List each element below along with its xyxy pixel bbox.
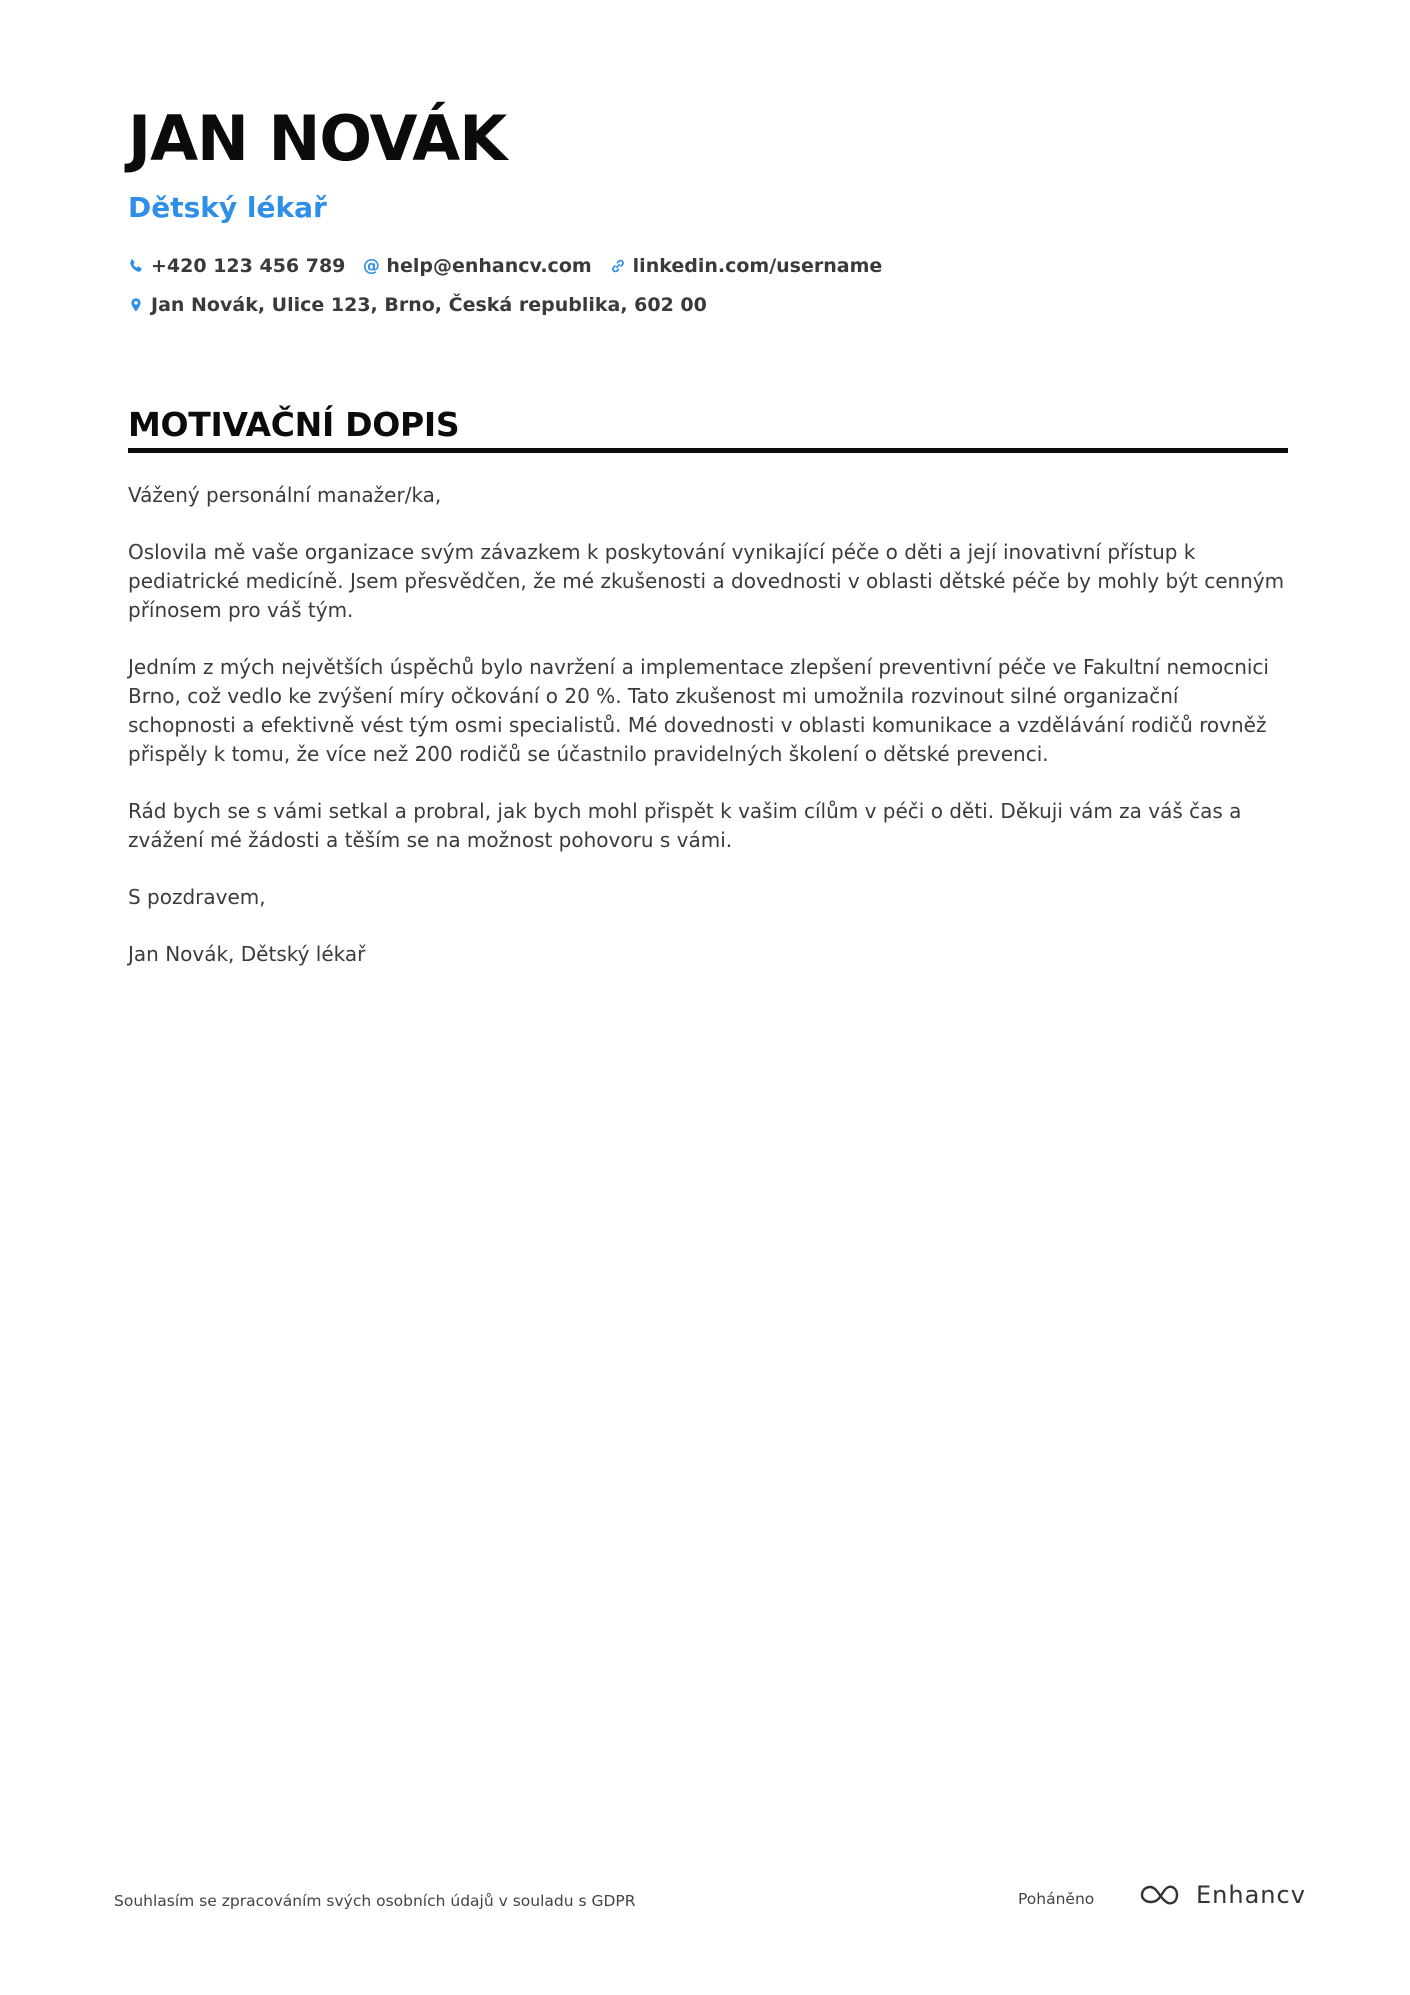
- contact-address: [128, 294, 707, 316]
- letter-closing: S pozdravem,: [128, 885, 266, 909]
- brand-name: Enhancv: [1196, 1881, 1306, 1909]
- link-icon: [610, 258, 626, 274]
- powered-by-label: Poháněno: [1018, 1890, 1095, 1908]
- section-title: MOTIVAČNÍ DOPIS: [128, 405, 460, 444]
- email-text[interactable]: help@enhancv.com: [386, 255, 592, 277]
- candidate-role: Dětský lékař: [128, 191, 327, 224]
- contact-phone: [128, 255, 345, 277]
- letter-body: [128, 481, 1290, 997]
- letter-salutation: Vážený personální manažer/ka,: [128, 483, 442, 507]
- brand-logo[interactable]: [1138, 1880, 1306, 1910]
- contact-email[interactable]: [363, 255, 591, 277]
- contact-row: [128, 255, 900, 277]
- letter-paragraph: Jedním z mých největších úspěchů bylo navržení a implementace zlepšení preventivní péče ve Fakultní nemocnici Brno, což vedlo ke zvýšení míry očkování o 20 %. Tato zkušenost mi umožnila rozvinout silné organizační schopnosti a efektivně vést tým osmi specialistů. Mé dovednosti v oblasti komunikace a vzdělávání rodičů rovněž přispěly k tomu, že více než 200 rodičů se účastnilo pravidelných školení o dětské prevenci.: [128, 655, 1269, 766]
- linkedin-text[interactable]: linkedin.com/username: [632, 255, 883, 277]
- phone-text: +420 123 456 789: [151, 255, 346, 277]
- phone-icon: [128, 258, 144, 274]
- gdpr-consent: Souhlasím se zpracováním svých osobních údajů v souladu s GDPR: [114, 1892, 636, 1910]
- section-divider: [128, 448, 1288, 453]
- contact-linkedin[interactable]: [610, 255, 883, 277]
- letter-signature: Jan Novák, Dětský lékař: [128, 942, 366, 966]
- location-pin-icon: [128, 297, 144, 313]
- address-text: Jan Novák, Ulice 123, Brno, Česká republika, 602 00: [151, 294, 707, 316]
- letter-paragraph: Rád bych se s vámi setkal a probral, jak bych mohl přispět k vašim cílům v péči o děti. Děkuji vám za váš čas a zvážení mé žádosti a těším se na možnost pohovoru s vámi.: [128, 799, 1242, 852]
- at-icon: @: [362, 255, 380, 276]
- letter-paragraph: Oslovila mě vaše organizace svým závazkem k poskytování vynikající péče o děti a její inovativní přístup k pediatrické medicíně. Jsem přesvědčen, že mé zkušenosti a dovednosti v oblasti dětské péče by mohly být cenným přínosem pro váš tým.: [128, 540, 1285, 622]
- candidate-name: JAN NOVÁK: [128, 102, 507, 175]
- address-row: [128, 294, 725, 316]
- enhancv-logo-icon: [1138, 1880, 1184, 1910]
